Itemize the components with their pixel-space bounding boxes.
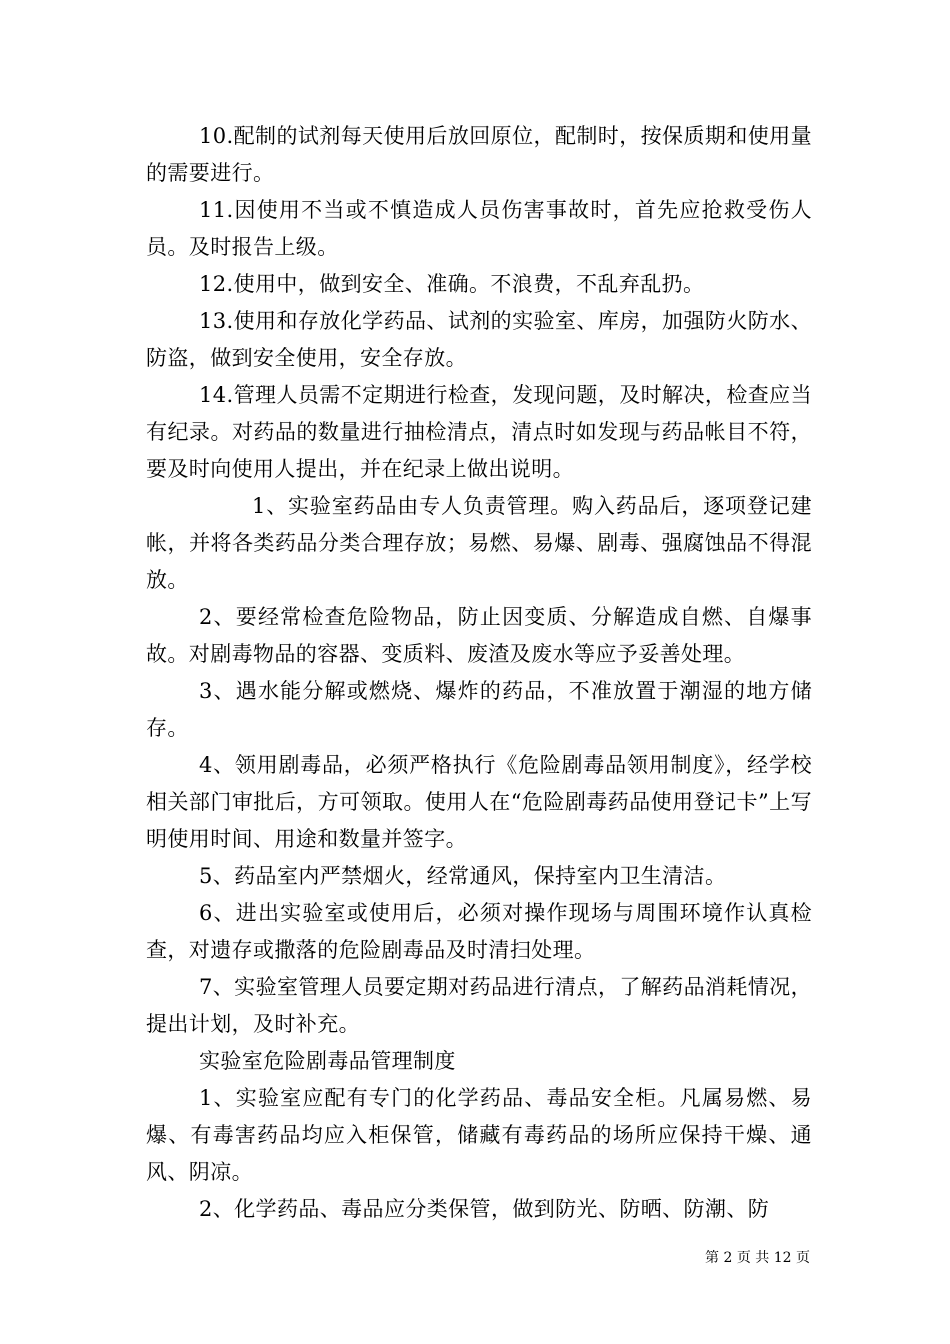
paragraph-storage-7: 7、实验室管理人员要定期对药品进行清点，了解药品消耗情况，提出计划，及时补充。 — [146, 975, 812, 1036]
paragraph-storage-6: 6、进出实验室或使用后，必须对操作现场与周围环境作认真检查，对遗存或撒落的危险剧毒品及时清扫处理。 — [146, 901, 812, 962]
section-heading: 实验室危险剧毒品管理制度 — [199, 1049, 456, 1073]
paragraph-storage-4: 4、领用剧毒品，必须严格执行《危险剧毒品领用制度》，经学校相关部门审批后，方可领取。使用人在“危险剧毒药品使用登记卡”上写明使用时间、用途和数量并签字。 — [146, 753, 812, 851]
page-number: 第 2 页 共 12 页 — [705, 1250, 810, 1266]
paragraph-toxic-2: 2、化学药品、毒品应分类保管，做到防光、防晒、防潮、防 — [199, 1197, 770, 1221]
paragraph-rule-13: 13.使用和存放化学药品、试剂的实验室、库房，加强防火防水、防盗，做到安全使用，安全存放。 — [146, 309, 812, 370]
paragraph-rule-10: 10.配制的试剂每天使用后放回原位，配制时，按保质期和使用量的需要进行。 — [146, 124, 812, 185]
paragraph-rule-11: 11.因使用不当或不慎造成人员伤害事故时，首先应抢救受伤人员。及时报告上级。 — [146, 198, 812, 259]
paragraph-rule-14: 14.管理人员需不定期进行检查，发现问题，及时解决，检查应当有纪录。对药品的数量进行抽检清点，清点时如发现与药品帐目不符，要及时向使用人提出，并在纪录上做出说明。 — [146, 383, 812, 481]
paragraph-rule-12: 12.使用中，做到安全、准确。不浪费，不乱弃乱扔。 — [199, 272, 705, 296]
paragraph-storage-3: 3、遇水能分解或燃烧、爆炸的药品，不准放置于潮湿的地方储存。 — [146, 679, 812, 740]
paragraph-storage-5: 5、药品室内严禁烟火，经常通风，保持室内卫生清洁。 — [199, 864, 727, 888]
paragraph-toxic-1: 1、实验室应配有专门的化学药品、毒品安全柜。凡属易燃、易爆、有毒害药品均应入柜保管，储藏有毒药品的场所应保持干燥、通风、阴凉。 — [146, 1086, 812, 1184]
paragraph-storage-2: 2、要经常检查危险物品，防止因变质、分解造成自燃、自爆事故。对剧毒物品的容器、变质料、废渣及废水等应予妥善处理。 — [146, 605, 812, 666]
paragraph-storage-1: 1、实验室药品由专人负责管理。购入药品后，逐项登记建帐，并将各类药品分类合理存放；易燃、易爆、剧毒、强腐蚀品不得混放。 — [146, 494, 812, 592]
document-body — [146, 118, 812, 1228]
